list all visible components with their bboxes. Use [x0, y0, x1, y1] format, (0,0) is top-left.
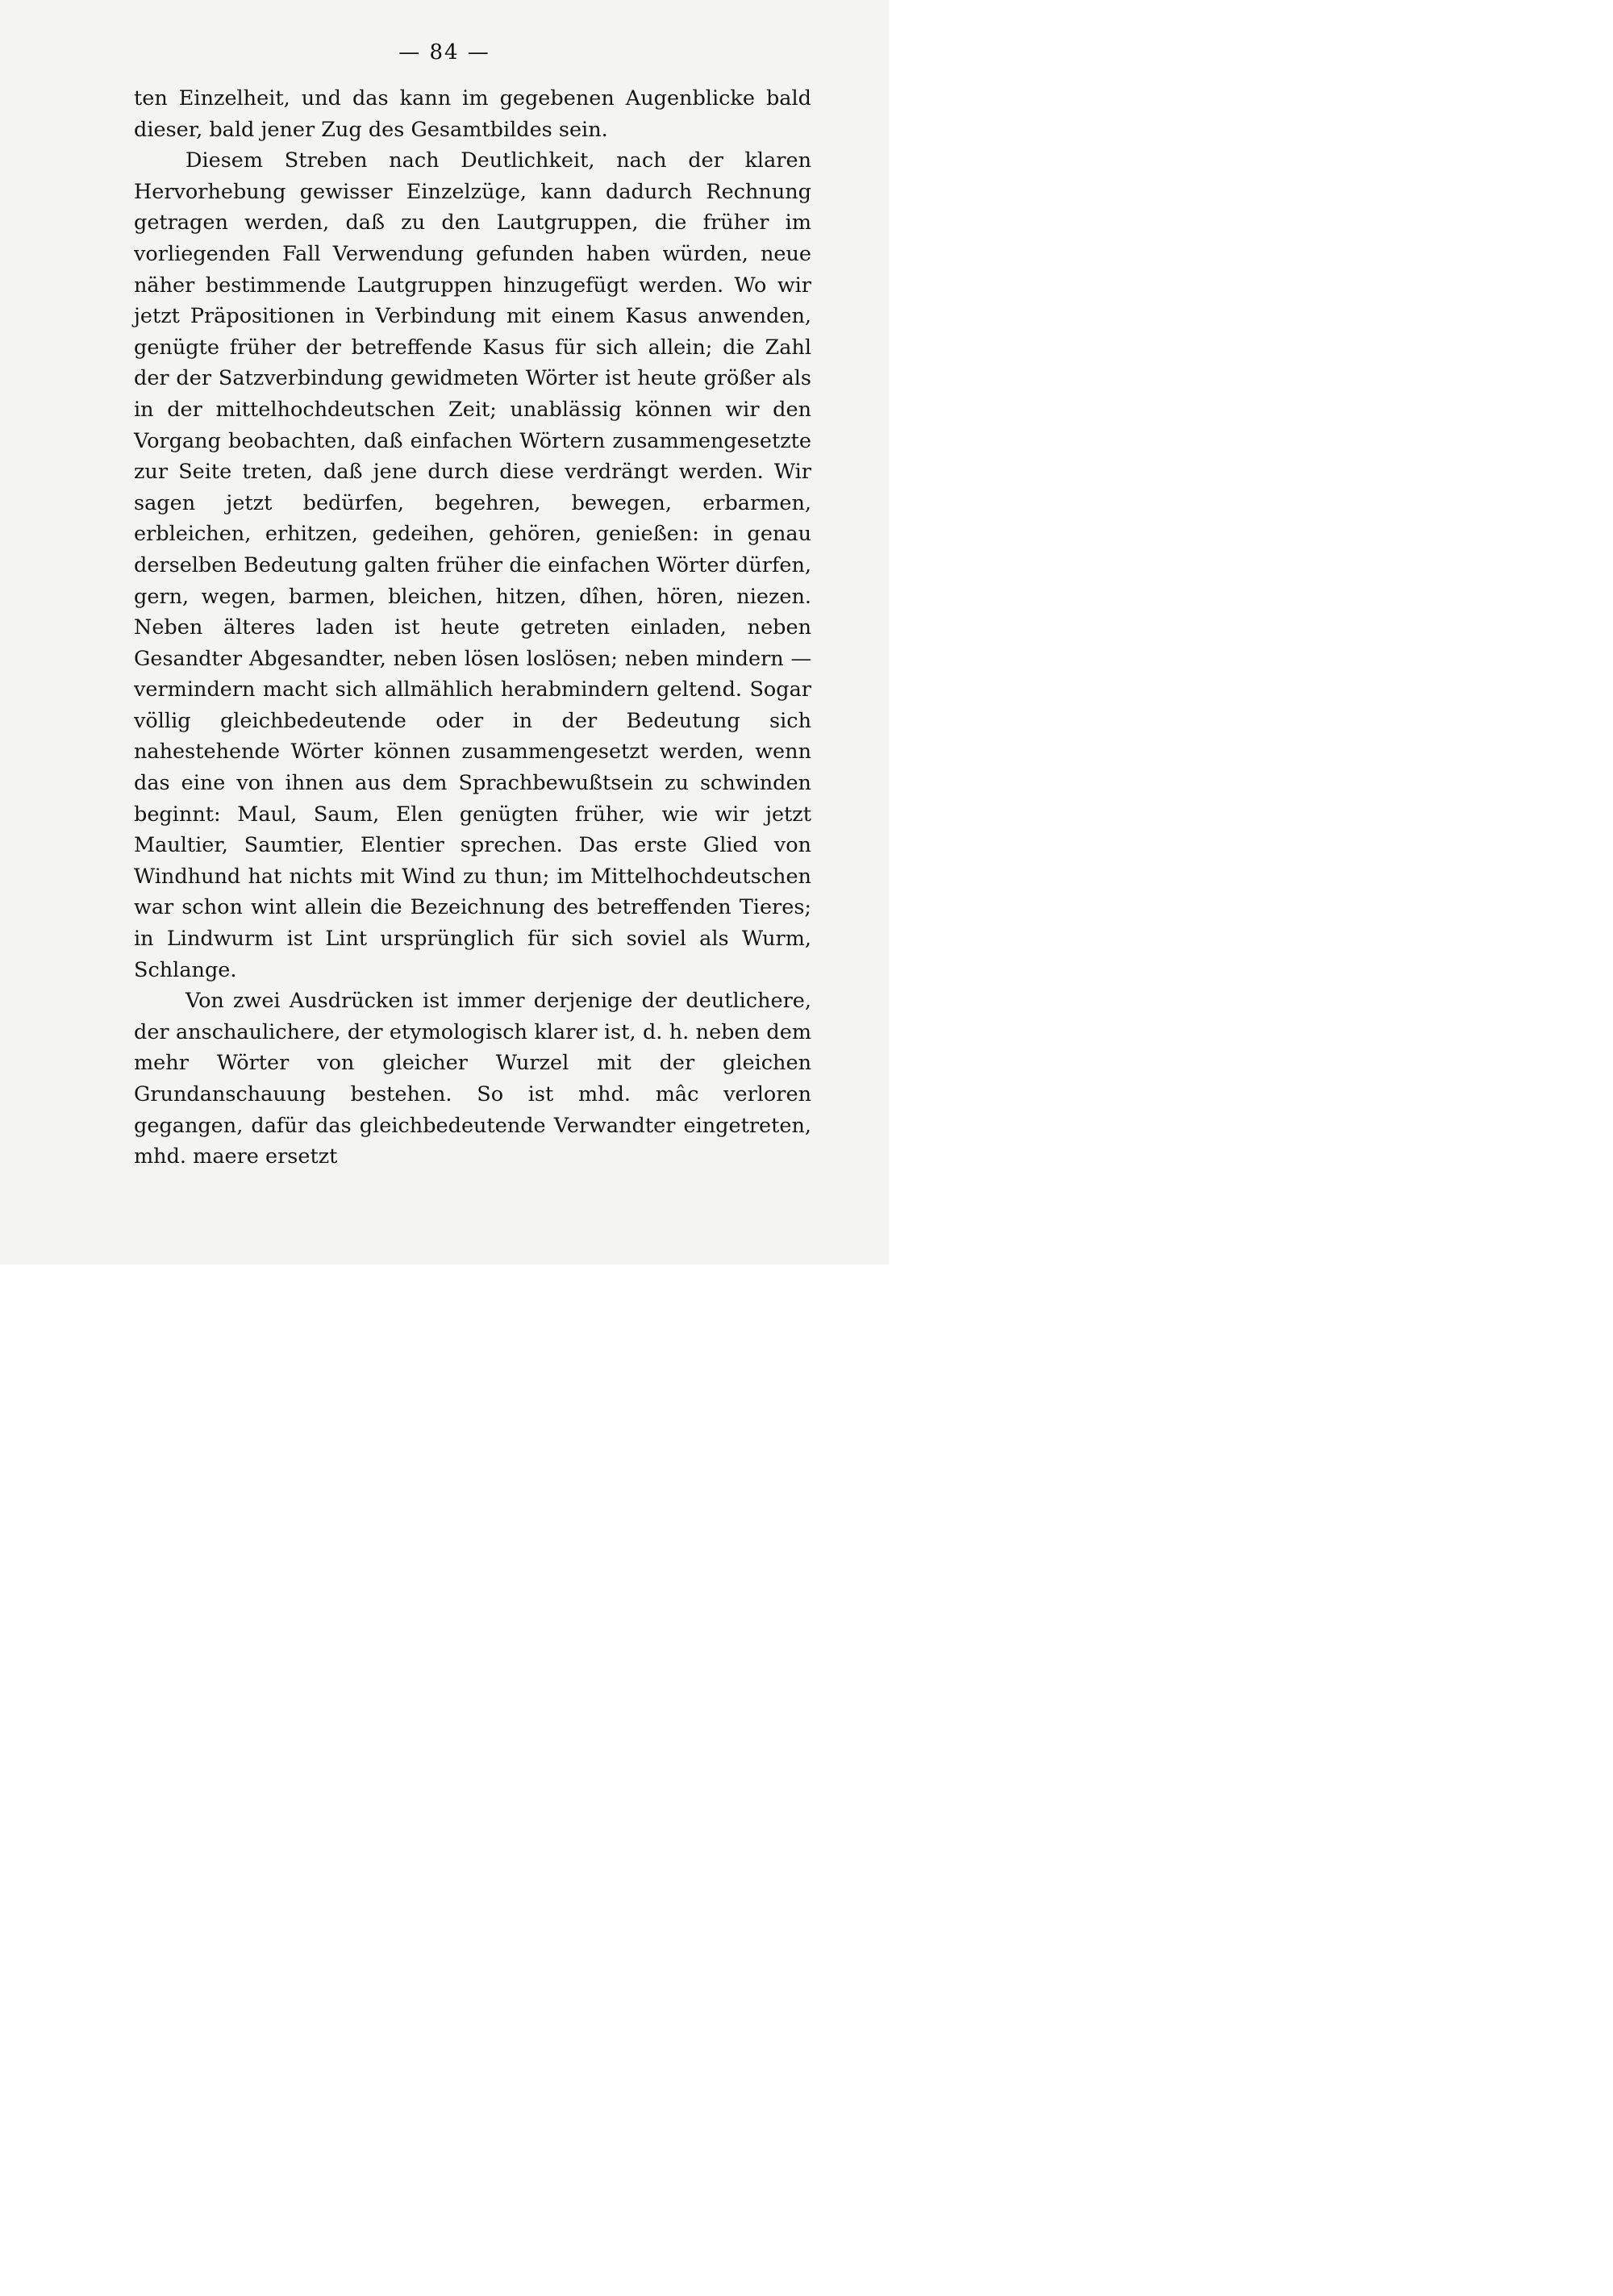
paragraph-1: ten Einzelheit, und das kann im gegebenen Augenblicke bald dieser, bald jener Zug des Gesamtbildes sein.: [134, 86, 811, 142]
paragraph-2: Diesem Streben nach Deutlichkeit, nach der klaren Hervorhebung gewisser Einzelzüge, kann dadurch Rechnung getragen werden, daß zu den Lautgruppen, die früher im vorliegenden Fall Verwendung gefunden haben würden, neue näher bestimmende Lautgruppen hinzugefügt werden. Wo wir jetzt Präpositionen in Verbindung mit einem Kasus anwenden, genügte früher der betreffende Kasus für sich allein; die Zahl der der Satzverbindung gewidmeten Wörter ist heute größer als in der mittelhochdeutschen Zeit; unablässig können wir den Vorgang beobachten, daß einfachen Wörtern zusammengesetzte zur Seite treten, daß jene durch diese verdrängt werden. Wir sagen jetzt bedürfen, begehren, bewegen, erbarmen, erbleichen, erhitzen, gedeihen, gehören, genießen: in genau derselben Bedeutung galten früher die einfachen Wörter dürfen, gern, wegen, barmen, bleichen, hitzen, dîhen, hören, niezen. Neben älteres laden ist heute getreten einladen, neben Gesandter Abgesandter, neben lösen loslösen; neben mindern — vermindern macht sich allmählich herabmindern geltend. Sogar völlig gleichbedeutende oder in der Bedeutung sich nahestehende Wörter können zusammengesetzt werden, wenn das eine von ihnen aus dem Sprachbewußtsein zu schwinden beginnt: Maul, Saum, Elen genügten früher, wie wir jetzt Maultier, Saumtier, Elentier sprechen. Das erste Glied von Windhund hat nichts mit Wind zu thun; im Mittelhochdeutschen war schon wint allein die Bezeichnung des betreffenden Tieres; in Lindwurm ist Lint ursprünglich für sich soviel als Wurm, Schlange.: [134, 148, 811, 982]
body-text: [134, 83, 811, 1173]
page-number: — 84 —: [398, 40, 490, 65]
paragraph-3: Von zwei Ausdrücken ist immer derjenige der deutlichere, der anschaulichere, der etymologisch klarer ist, d. h. neben dem mehr Wörter von gleicher Wurzel mit der gleichen Grundanschauung bestehen. So ist mhd. mâc verloren gegangen, dafür das gleichbedeutende Verwandter eingetreten, mhd. maere ersetzt: [134, 989, 811, 1169]
book-page: [0, 0, 889, 1265]
